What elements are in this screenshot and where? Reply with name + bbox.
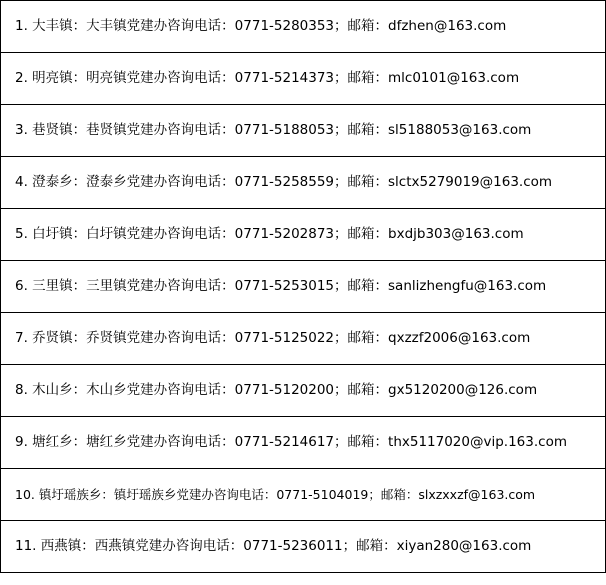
table-row <box>1 105 606 157</box>
table-row <box>1 1 606 53</box>
contact-entry-text: 11. 西燕镇：西燕镇党建办咨询电话：0771-5236011；邮箱：xiyan280@163.com <box>15 538 532 555</box>
table-row <box>1 469 606 521</box>
contact-table-body <box>1 1 606 573</box>
table-row <box>1 417 606 469</box>
contact-entry-text: 10. 镇圩瑶族乡：镇圩瑶族乡党建办咨询电话：0771-5104019；邮箱：slxzxxzf@163.com <box>15 486 536 502</box>
table-row <box>1 521 606 573</box>
table-row <box>1 53 606 105</box>
table-cell <box>1 53 606 105</box>
table-cell <box>1 209 606 261</box>
table-cell <box>1 261 606 313</box>
table-row <box>1 209 606 261</box>
table-cell <box>1 1 606 53</box>
contact-entry-text: 3. 巷贤镇：巷贤镇党建办咨询电话：0771-5188053；邮箱：sl5188053@163.com <box>15 122 532 139</box>
table-row <box>1 313 606 365</box>
table-cell <box>1 521 606 573</box>
contact-entry-text: 8. 木山乡：木山乡党建办咨询电话：0771-5120200；邮箱：gx5120200@126.com <box>15 382 538 399</box>
contact-entry-text: 5. 白圩镇：白圩镇党建办咨询电话：0771-5202873；邮箱：bxdjb303@163.com <box>15 226 524 243</box>
contact-entry-text: 9. 塘红乡：塘红乡党建办咨询电话：0771-5214617；邮箱：thx5117020@vip.163.com <box>15 434 567 451</box>
contact-entry-text: 4. 澄泰乡：澄泰乡党建办咨询电话：0771-5258559；邮箱：slctx5279019@163.com <box>15 174 553 191</box>
table-cell <box>1 313 606 365</box>
contact-entry-text: 6. 三里镇：三里镇党建办咨询电话：0771-5253015；邮箱：sanlizhengfu@163.com <box>15 278 547 295</box>
table-cell <box>1 157 606 209</box>
table-row <box>1 157 606 209</box>
contact-entry-text: 1. 大丰镇：大丰镇党建办咨询电话：0771-5280353；邮箱：dfzhen@163.com <box>15 18 507 35</box>
table-cell <box>1 105 606 157</box>
table-row <box>1 365 606 417</box>
table-cell <box>1 469 606 521</box>
table-cell <box>1 417 606 469</box>
table-cell <box>1 365 606 417</box>
table-row <box>1 261 606 313</box>
contact-entry-text: 2. 明亮镇：明亮镇党建办咨询电话：0771-5214373；邮箱：mlc0101@163.com <box>15 70 520 87</box>
contact-entry-text: 7. 乔贤镇：乔贤镇党建办咨询电话：0771-5125022；邮箱：qxzzf2006@163.com <box>15 330 531 347</box>
